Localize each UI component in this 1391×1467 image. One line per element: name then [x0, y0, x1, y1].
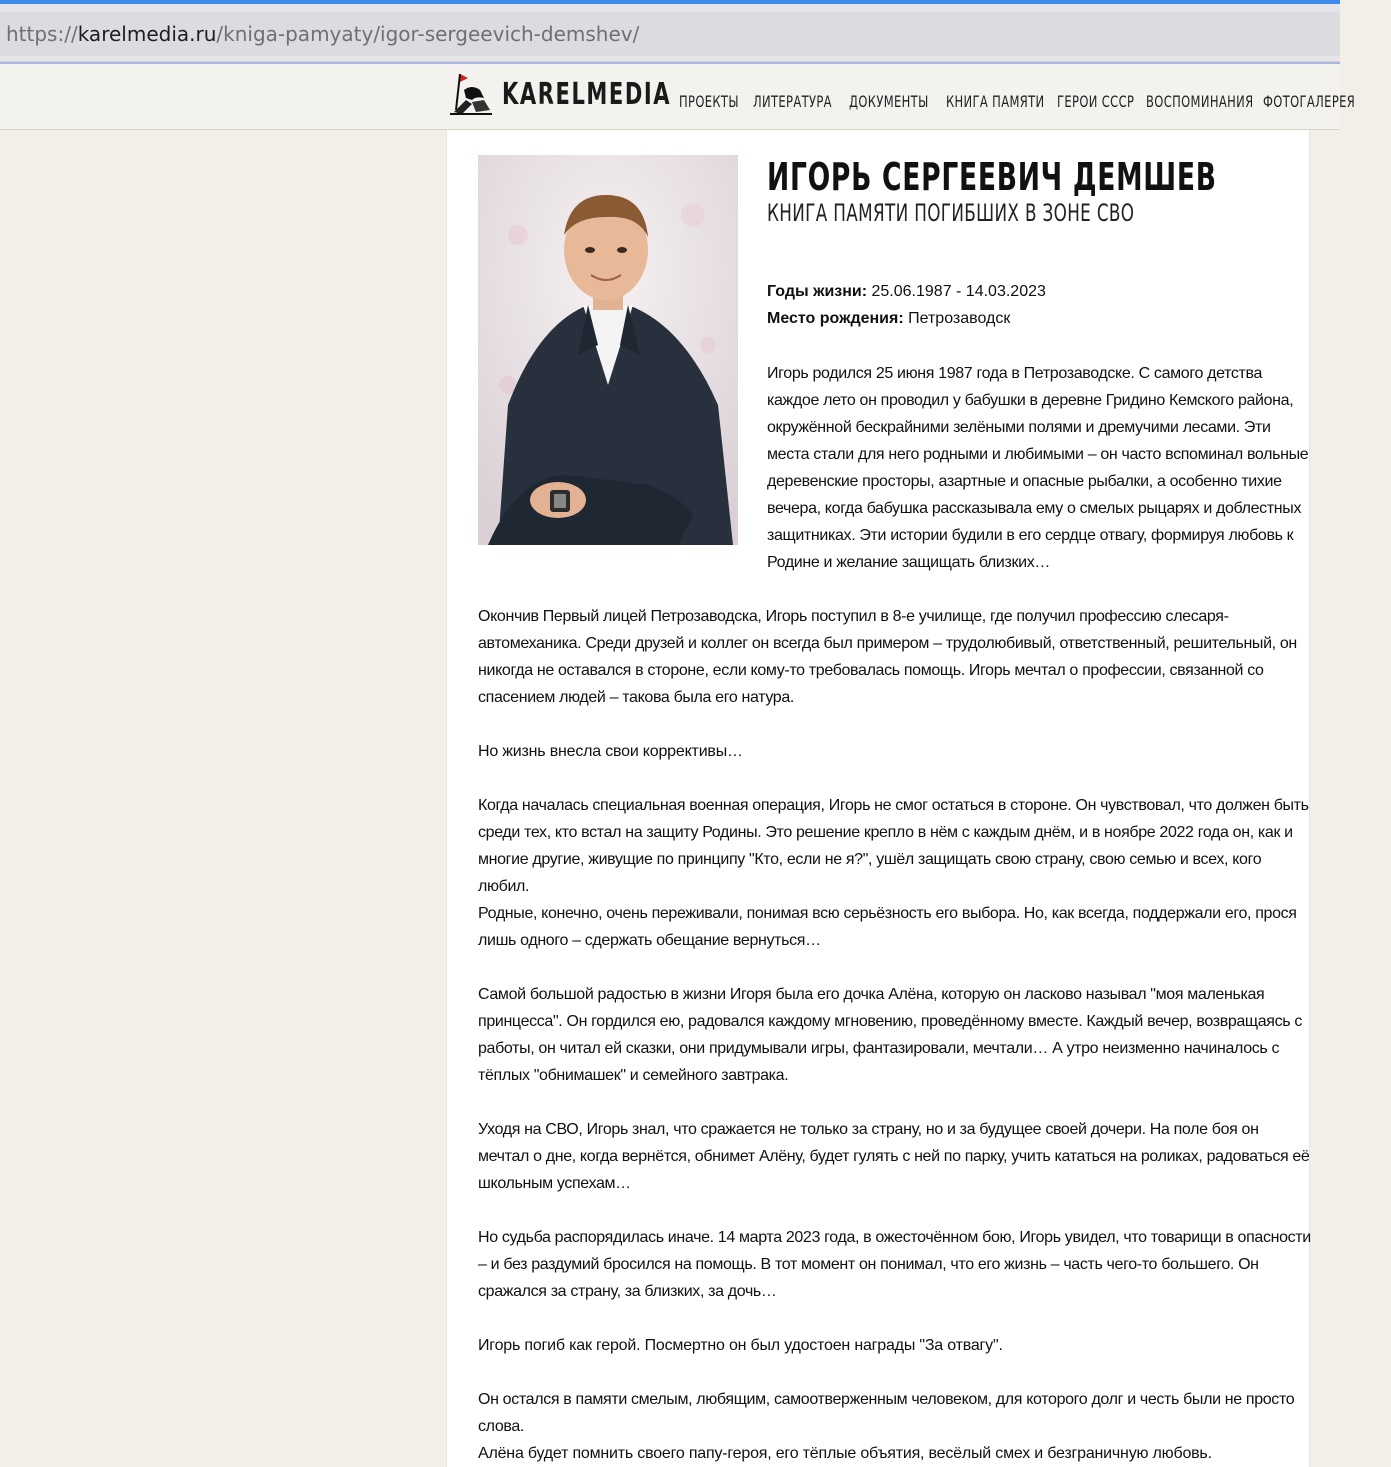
bio-paragraph: Родные, конечно, очень переживали, понимая всю серьёзность его выбора. Но, как всегда, поддержали его, прося лишь одного – сдержать обещание вернуться…: [478, 905, 1297, 949]
logo-emblem-icon: [446, 70, 494, 118]
portrait-illustration: [478, 155, 738, 545]
life-years-label: Годы жизни:: [767, 283, 868, 300]
bio-paragraph: Самой большой радостью в жизни Игоря была его дочка Алёна, которую он ласково называл "моя маленькая принцесса". Он гордился ею, радовался каждому мгновению, проведённому вместе. Каждый вечер, возвращаясь с работы, он читал ей сказки, они придумывали игры, фантазировали, мечтали… А утро неизменно начиналось с тёплых "обнимашек" и семейного завтрака.: [478, 986, 1302, 1084]
url-scheme: https://: [6, 22, 78, 46]
bio-paragraph: Уходя на СВО, Игорь знал, что сражается не только за страну, но и за будущее своей дочери. На поле боя он мечтал о дне, когда вернётся, обнимет Алёну, будет гулять с ней по парку, учить кататься на роликах, радоваться её школьным успехам…: [478, 1121, 1310, 1192]
birthplace-label: Место рождения:: [767, 310, 904, 327]
person-photo: [478, 155, 738, 545]
bio-paragraph: Когда началась специальная военная операция, Игорь не смог остаться в стороне. Он чувствовал, что должен быть среди тех, кто встал на защиту Родины. Это решение крепло в нём с каждым днём, и в ноябре 2022 года он, как и многие другие, живущие по принципу "Кто, если не я?", ушёл защищать свою страну, свою семью и всех, кого любил.: [478, 797, 1309, 895]
person-facts: [767, 278, 1307, 332]
logo-text: KARELMEDIA: [502, 76, 672, 112]
life-years-value: 25.06.1987 - 14.03.2023: [867, 283, 1046, 300]
life-years: [767, 278, 1307, 305]
nav-item-documents[interactable]: ДОКУМЕНТЫ: [849, 92, 929, 111]
url-path: /kniga-pamyaty/igor-sergeevich-demshev/: [216, 22, 640, 46]
birthplace-value: Петрозаводск: [903, 310, 1011, 327]
nav-item-memoirs[interactable]: ВОСПОМИНАНИЯ: [1146, 92, 1254, 111]
bio-paragraph: Но жизнь внесла свои коррективы…: [478, 743, 743, 760]
person-name: ИГОРЬ СЕРГЕЕВИЧ ДЕМШЕВ: [767, 155, 1217, 199]
bio-paragraph: Игорь родился 25 июня 1987 года в Петрозаводске. С самого детства каждое лето он проводил у бабушки в деревне Гридино Кемского района, окружённой бескрайними зелёными полями и дремучими лесами. Эти места стали для него родными и любимыми – он часто вспоминал вольные деревенские просторы, азартные и опасные рыбалки, а особенно тихие вечера, когда бабушка рассказывала ему о смелых рыцарях и доблестных защитниках. Эти истории будили в его сердце отвагу, формируя любовь к Родине и желание защищать близких…: [767, 365, 1309, 571]
memorial-card: [446, 130, 1310, 1467]
bio-paragraph: Он остался в памяти смелым, любящим, самоотверженным человеком, для которого долг и честь были не просто слова.: [478, 1391, 1295, 1435]
bio-paragraph: Но судьба распорядилась иначе. 14 марта 2023 года, в ожесточённом бою, Игорь увидел, что товарищи в опасности – и без раздумий бросился на помощь. В тот момент он понимал, что его жизнь – часть чего-то большего. Он сражался за страну, за близких, за дочь…: [478, 1229, 1311, 1300]
main-nav: [679, 92, 1379, 112]
url-host: karelmedia.ru: [77, 22, 217, 46]
title-block: [767, 156, 1287, 228]
nav-item-ussr-heroes[interactable]: ГЕРОИ СССР: [1057, 92, 1135, 111]
bio-paragraph: Окончив Первый лицей Петрозаводска, Игорь поступил в 8-е училище, где получил профессию слесаря-автомеханика. Среди друзей и коллег он всегда был примером – трудолюбивый, ответственный, решительный, он никогда не оставался в стороне, если кому-то требовалась помощь. Игорь мечтал о профессии, связанной со спасением людей – такова была его натура.: [478, 608, 1297, 706]
nav-item-projects[interactable]: ПРОЕКТЫ: [679, 92, 739, 111]
browser-address-bar: [0, 4, 1340, 62]
page-subtitle: КНИГА ПАМЯТИ ПОГИБШИХ В ЗОНЕ СВО: [767, 199, 1135, 227]
birthplace: [767, 305, 1307, 332]
site-header: [0, 64, 1356, 130]
url-field[interactable]: [0, 12, 1340, 56]
nav-item-photogallery[interactable]: ФОТОГАЛЕРЕЯ: [1263, 92, 1356, 111]
site-logo[interactable]: [446, 68, 719, 120]
bio-paragraph: Алёна будет помнить своего папу-героя, его тёплые объятия, весёлый смех и безграничную любовь.: [478, 1445, 1212, 1462]
nav-item-literature[interactable]: ЛИТЕРАТУРА: [753, 92, 832, 111]
bio-paragraph: Игорь погиб как герой. Посмертно он был удостоен награды "За отвагу".: [478, 1337, 1003, 1354]
nav-item-memory-book[interactable]: КНИГА ПАМЯТИ: [946, 92, 1045, 111]
